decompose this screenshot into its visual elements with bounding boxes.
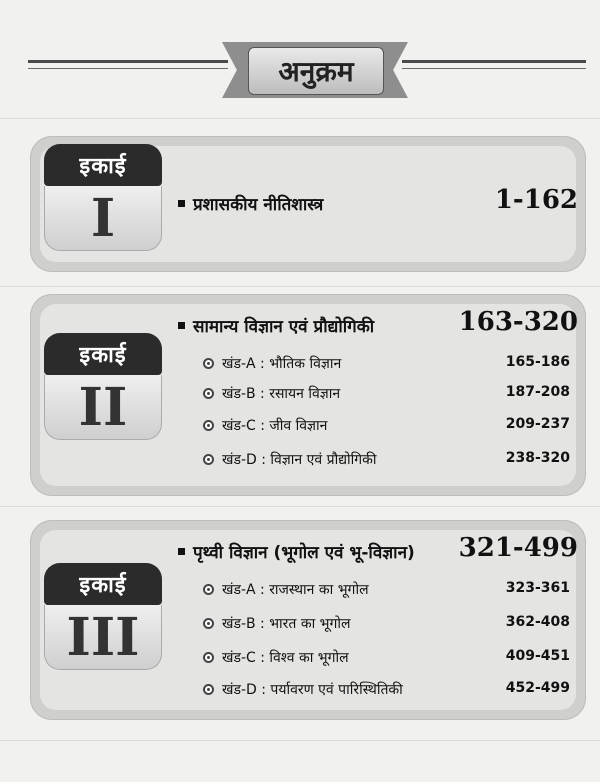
- square-bullet-icon: [178, 200, 185, 207]
- circle-bullet-icon: [203, 584, 214, 595]
- page-title: अनुक्रम: [248, 47, 384, 95]
- square-bullet-icon: [178, 548, 185, 555]
- section-row: [203, 614, 351, 633]
- circle-bullet-icon: [203, 388, 214, 399]
- unit-page-range: 163-320: [458, 307, 578, 337]
- header-rule-left-thin: [28, 68, 228, 69]
- section-name: खंड-C : विश्व का भूगोल: [222, 650, 349, 666]
- header-rule-right-thin: [402, 68, 586, 69]
- circle-bullet-icon: [203, 618, 214, 629]
- circle-bullet-icon: [203, 420, 214, 431]
- section-pages: 409-451: [505, 648, 570, 664]
- section-name: खंड-A : भौतिक विज्ञान: [222, 356, 342, 372]
- header-rule-left: [28, 60, 228, 63]
- unit-title-text: पृथ्वी विज्ञान (भूगोल एवं भू-विज्ञान): [193, 543, 415, 563]
- section-name: खंड-C : जीव विज्ञान: [222, 418, 328, 434]
- section-name: खंड-A : राजस्थान का भूगोल: [222, 582, 369, 598]
- section-pages: 165-186: [505, 354, 570, 370]
- section-row: [203, 580, 369, 599]
- unit-badge-numeral: III: [44, 605, 162, 670]
- unit-badge-label: इकाई: [44, 144, 162, 186]
- section-row: [203, 450, 377, 469]
- unit-badge-1: [44, 144, 162, 251]
- unit-title: [178, 540, 415, 563]
- unit-page-range: 1-162: [494, 185, 578, 215]
- unit-page-range: 321-499: [458, 533, 578, 563]
- circle-bullet-icon: [203, 358, 214, 369]
- unit-badge-label: इकाई: [44, 563, 162, 605]
- unit-title: [178, 314, 374, 337]
- circle-bullet-icon: [203, 454, 214, 465]
- section-pages: 323-361: [505, 580, 570, 596]
- unit-badge-2: [44, 333, 162, 440]
- unit-title: [178, 192, 323, 215]
- section-pages: 452-499: [505, 680, 570, 696]
- unit-badge-label: इकाई: [44, 333, 162, 375]
- section-row: [203, 680, 403, 699]
- header-rule-right: [402, 60, 586, 63]
- unit-title-text: सामान्य विज्ञान एवं प्रौद्योगिकी: [193, 317, 375, 337]
- section-name: खंड-D : पर्यावरण एवं पारिस्थितिकी: [222, 682, 403, 698]
- square-bullet-icon: [178, 322, 185, 329]
- unit-title-text: प्रशासकीय नीतिशास्त्र: [193, 195, 324, 215]
- section-pages: 362-408: [505, 614, 570, 630]
- circle-bullet-icon: [203, 652, 214, 663]
- section-pages: 187-208: [505, 384, 570, 400]
- section-pages: 238-320: [505, 450, 570, 466]
- unit-badge-numeral: II: [44, 375, 162, 440]
- section-name: खंड-D : विज्ञान एवं प्रौद्योगिकी: [222, 452, 377, 468]
- section-name: खंड-B : रसायन विज्ञान: [222, 386, 341, 402]
- section-row: [203, 416, 327, 435]
- section-pages: 209-237: [505, 416, 570, 432]
- section-row: [203, 648, 349, 667]
- section-name: खंड-B : भारत का भूगोल: [222, 616, 351, 632]
- circle-bullet-icon: [203, 684, 214, 695]
- section-row: [203, 384, 340, 403]
- section-row: [203, 354, 341, 373]
- unit-badge-3: [44, 563, 162, 670]
- unit-badge-numeral: I: [44, 186, 162, 251]
